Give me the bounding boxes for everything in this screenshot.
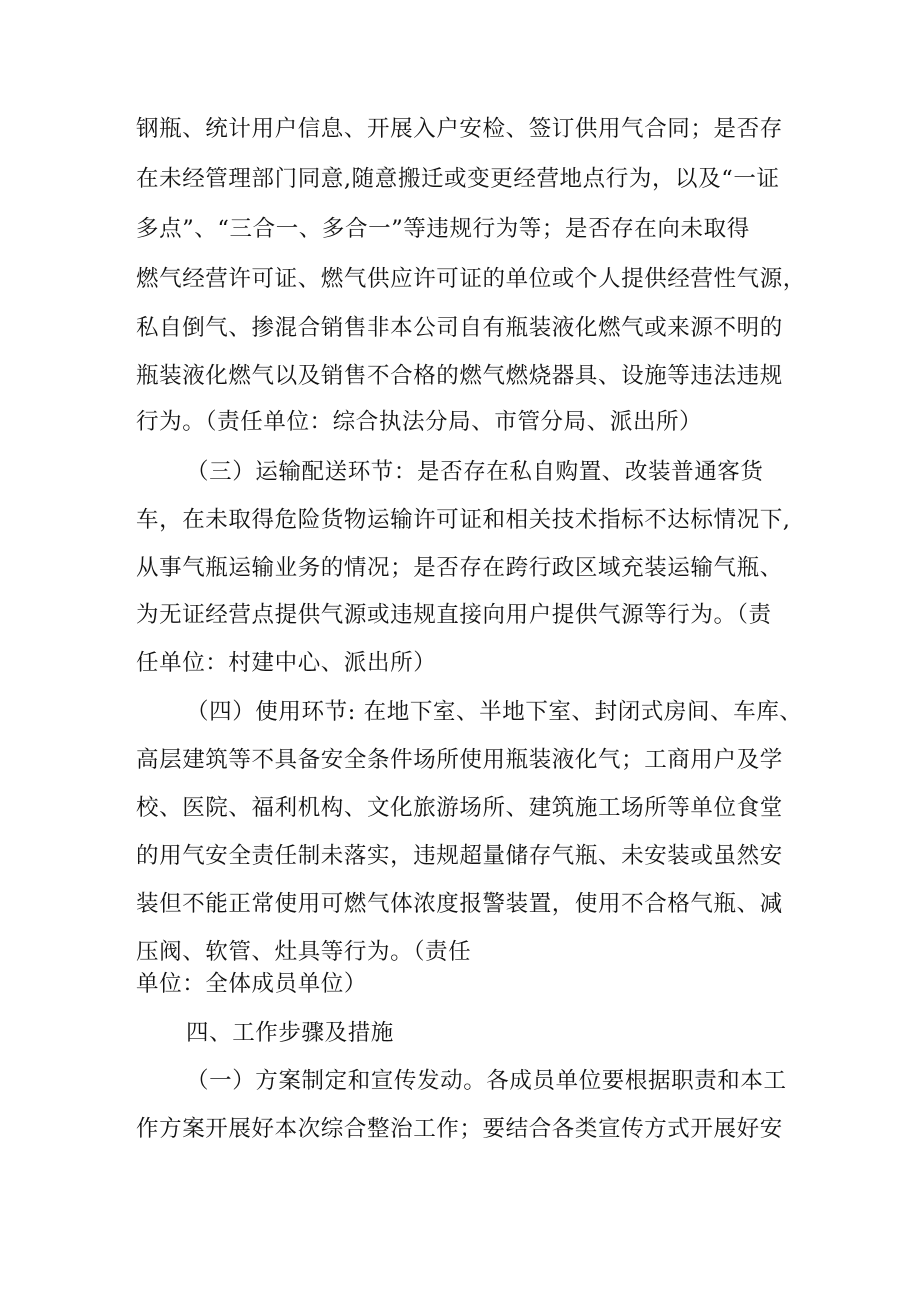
body-text-line: 压阀、软管、灶具等行为。（责任 [136,939,472,965]
paragraph-start-line: （三）运输配送环节：是否存在私自购置、改装普通客货 [186,459,764,485]
body-text-line: 私自倒气、掺混合销售非本公司自有瓶装液化燃气或来源不明的 [136,315,783,341]
body-text-line: 校、医院、福利机构、文化旅游场所、建筑施工场所等单位食堂 [136,795,783,821]
body-text-line: 多点”、“三合一、多合一”等违规行为等；是否存在向未取得 [136,216,750,242]
body-text-line: 行为。（责任单位：综合执法分局、市管分局、派出所） [136,409,703,435]
body-text-line: 车，在未取得危险货物运输许可证和相关技术指标不达标情况下, [136,507,791,533]
body-text-line: 任单位：村建中心、派出所） [136,650,437,676]
paragraph-start-line: （一）方案制定和宣传发动。各成员单位要根据职责和本工 [186,1068,787,1094]
body-text-line: 作方案开展好本次综合整治工作；要结合各类宣传方式开展好安 [136,1116,783,1142]
body-text-line: 的用气安全责任制未落实，违规超量储存气瓶、未安装或虽然安 [136,843,783,869]
body-text-line: 为无证经营点提供气源或违规直接向用户提供气源等行为。（责 [136,602,772,628]
body-text-line: 装但不能正常使用可燃气体浓度报警装置，使用不合格气瓶、减 [136,891,783,917]
body-text-line: 在未经管理部门同意,随意搬迁或变更经营地点行为，以及“一证 [136,166,780,192]
body-text-line: 瓶装液化燃气以及销售不合格的燃气燃烧器具、设施等违法违规 [136,363,783,389]
body-text-line: 燃气经营许可证、燃气供应许可证的单位或个人提供经营性气源， [136,266,806,292]
paragraph-start-line: （四）使用环节: 在地下室、半地下室、封闭式房间、车库、 [186,699,803,725]
section-heading: 四、工作步骤及措施 [186,1020,394,1046]
body-text-line: 从事气瓶运输业务的情况；是否存在跨行政区域充装运输气瓶、 [136,555,783,581]
body-text-line: 单位：全体成员单位） [136,971,368,997]
body-text-line: 钢瓶、统计用户信息、开展入户安检、签订供用气合同；是否存 [136,116,783,142]
body-text-line: 高层建筑等不具备安全条件场所使用瓶装液化气；工商用户及学 [136,747,783,773]
